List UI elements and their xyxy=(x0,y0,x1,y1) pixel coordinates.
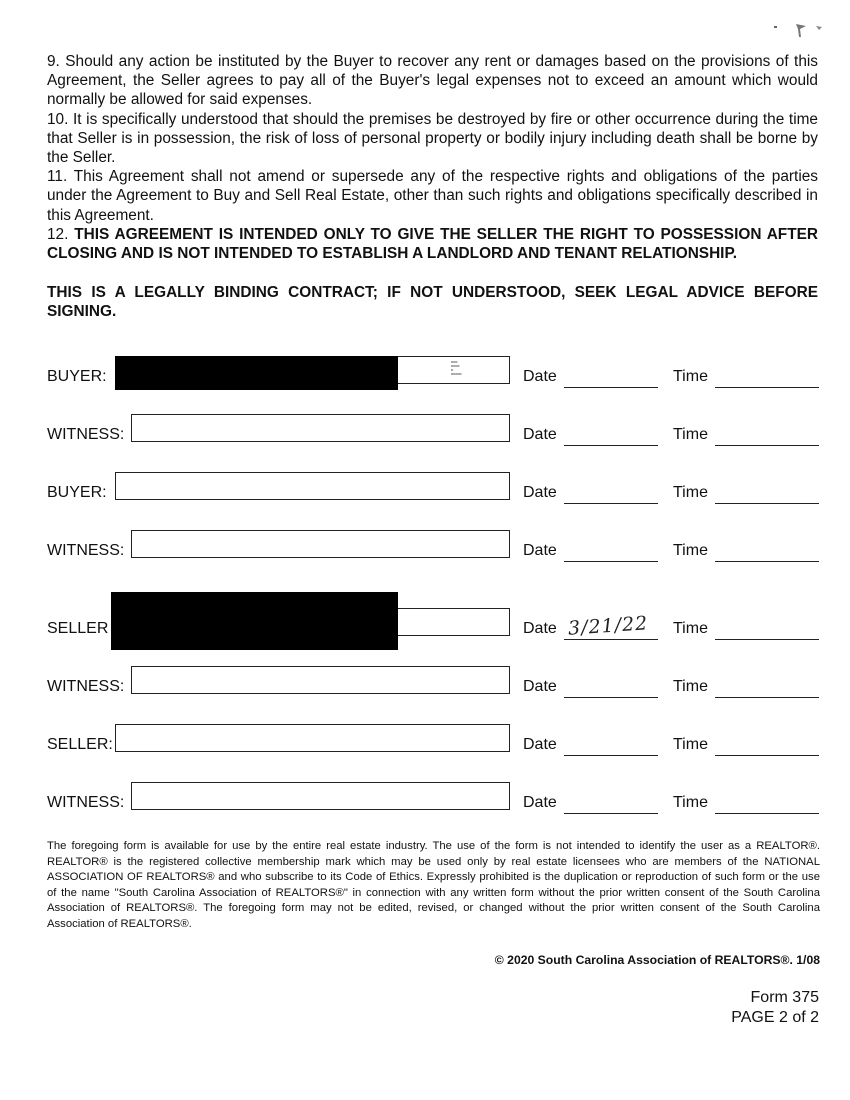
time-field[interactable] xyxy=(715,481,819,504)
date-label: Date xyxy=(523,368,557,385)
date-label: Date xyxy=(523,736,557,753)
date-label: Date xyxy=(523,484,557,501)
buyer-2-signature-field[interactable] xyxy=(115,472,510,500)
date-field[interactable] xyxy=(564,481,658,504)
date-label: Date xyxy=(523,426,557,443)
clause-9: 9. Should any action be instituted by the Buyer to recover any rent or damages based on the provisions of this Agreement, the Seller agrees to pay all of the Buyer's legal expenses not to exceed an amount which would normally be allowed for said expenses. xyxy=(47,53,818,109)
binding-notice: THIS IS A LEGALLY BINDING CONTRACT; IF NOT UNDERSTOOD, SEEK LEGAL ADVICE BEFORE SIGNING. xyxy=(47,284,818,321)
time-field[interactable] xyxy=(715,539,819,562)
time-label: Time xyxy=(673,678,708,695)
signature-row-buyer-1 xyxy=(47,356,822,388)
signature-label: WITNESS: xyxy=(47,794,125,811)
e-signature-stamp: ▬▬▬ ▬▬▬▬ ▬ ▬▬▬▬▬ xyxy=(451,360,462,376)
time-field[interactable] xyxy=(715,675,819,698)
date-label: Date xyxy=(523,794,557,811)
witness-2-signature-field[interactable] xyxy=(131,530,510,558)
legal-disclaimer: The foregoing form is available for use by the entire real estate industry. The use of the form is not intended to identify the user as a REALTOR®. REALTOR® is the registered collective membership mark which may be used only by real estate licensees who are members of the NATIONAL ASSOCIATION OF REALTORS® and who subscribe to its Code of Ethics. Expressly prohibited is the duplication or reproduction of such form or the use of the name "South Carolina Association of REALTORS®" in connection with any written form without the prior written consent of the South Carolina Association of REALTORS®. The foregoing form may not be edited, revised, or changed without the prior written consent of the South Carolina Association of REALTORS®. xyxy=(47,840,820,930)
time-field[interactable] xyxy=(715,423,819,446)
date-field[interactable] xyxy=(564,612,658,640)
signature-label: WITNESS: xyxy=(47,426,125,443)
time-label: Time xyxy=(673,620,708,637)
signature-label: BUYER: xyxy=(47,368,107,385)
signature-label: WITNESS: xyxy=(47,678,125,695)
signature-label: SELLER: xyxy=(47,736,113,753)
time-label: Time xyxy=(673,484,708,501)
scan-marks-icon xyxy=(770,22,826,42)
date-field[interactable] xyxy=(564,675,658,698)
signature-row-seller-2 xyxy=(47,724,822,756)
signature-row-seller-1 xyxy=(47,608,822,640)
agreement-clauses xyxy=(47,52,818,322)
time-field[interactable] xyxy=(715,617,819,640)
signature-label: SELLER xyxy=(47,620,109,637)
signature-label: BUYER: xyxy=(47,484,107,501)
clause-12 xyxy=(47,225,818,263)
date-field[interactable] xyxy=(564,791,658,814)
time-label: Time xyxy=(673,368,708,385)
date-label: Date xyxy=(523,678,557,695)
signature-row-buyer-2 xyxy=(47,472,822,504)
time-field[interactable] xyxy=(715,365,819,388)
signature-label: WITNESS: xyxy=(47,542,125,559)
signature-row-witness-3 xyxy=(47,666,822,698)
date-field[interactable] xyxy=(564,423,658,446)
witness-3-signature-field[interactable] xyxy=(131,666,510,694)
page-number: PAGE 2 of 2 xyxy=(731,1009,819,1026)
date-label: Date xyxy=(523,542,557,559)
time-field[interactable] xyxy=(715,791,819,814)
form-identifier xyxy=(731,988,819,1028)
clause-12-text: THIS AGREEMENT IS INTENDED ONLY TO GIVE THE SELLER THE RIGHT TO POSSESSION AFTER CLOSING AND IS NOT INTENDED TO ESTABLISH A LANDLORD AND TENANT RELATIONSHIP. xyxy=(47,225,818,263)
handwritten-date: 3/21/22 xyxy=(567,612,649,640)
copyright-notice: © 2020 South Carolina Association of REALTORS®. 1/08 xyxy=(494,953,820,967)
time-label: Time xyxy=(673,542,708,559)
redaction-block xyxy=(115,356,398,390)
date-field[interactable] xyxy=(564,365,658,388)
date-field[interactable] xyxy=(564,539,658,562)
time-field[interactable] xyxy=(715,733,819,756)
signature-row-witness-4 xyxy=(47,782,822,814)
time-label: Time xyxy=(673,426,708,443)
date-field[interactable] xyxy=(564,733,658,756)
clause-11: 11. This Agreement shall not amend or supersede any of the respective rights and obligations of the parties under the Agreement to Buy and Sell Real Estate, other than such rights and obligations specifically described in this Agreement. xyxy=(47,168,818,224)
time-label: Time xyxy=(673,736,708,753)
seller-2-signature-field[interactable] xyxy=(115,724,510,752)
signature-row-witness-1 xyxy=(47,414,822,446)
clause-10: 10. It is specifically understood that should the premises be destroyed by fire or other occurrence during the time that Seller is in possession, the risk of loss of personal property or bodily injury including death shall be borne by the Seller. xyxy=(47,110,818,167)
form-number: Form 375 xyxy=(750,989,819,1006)
clause-12-number: 12. xyxy=(47,225,75,243)
signature-row-witness-2 xyxy=(47,530,822,562)
witness-4-signature-field[interactable] xyxy=(131,782,510,810)
redaction-block xyxy=(111,592,398,650)
date-label: Date xyxy=(523,620,557,637)
witness-1-signature-field[interactable] xyxy=(131,414,510,442)
time-label: Time xyxy=(673,794,708,811)
